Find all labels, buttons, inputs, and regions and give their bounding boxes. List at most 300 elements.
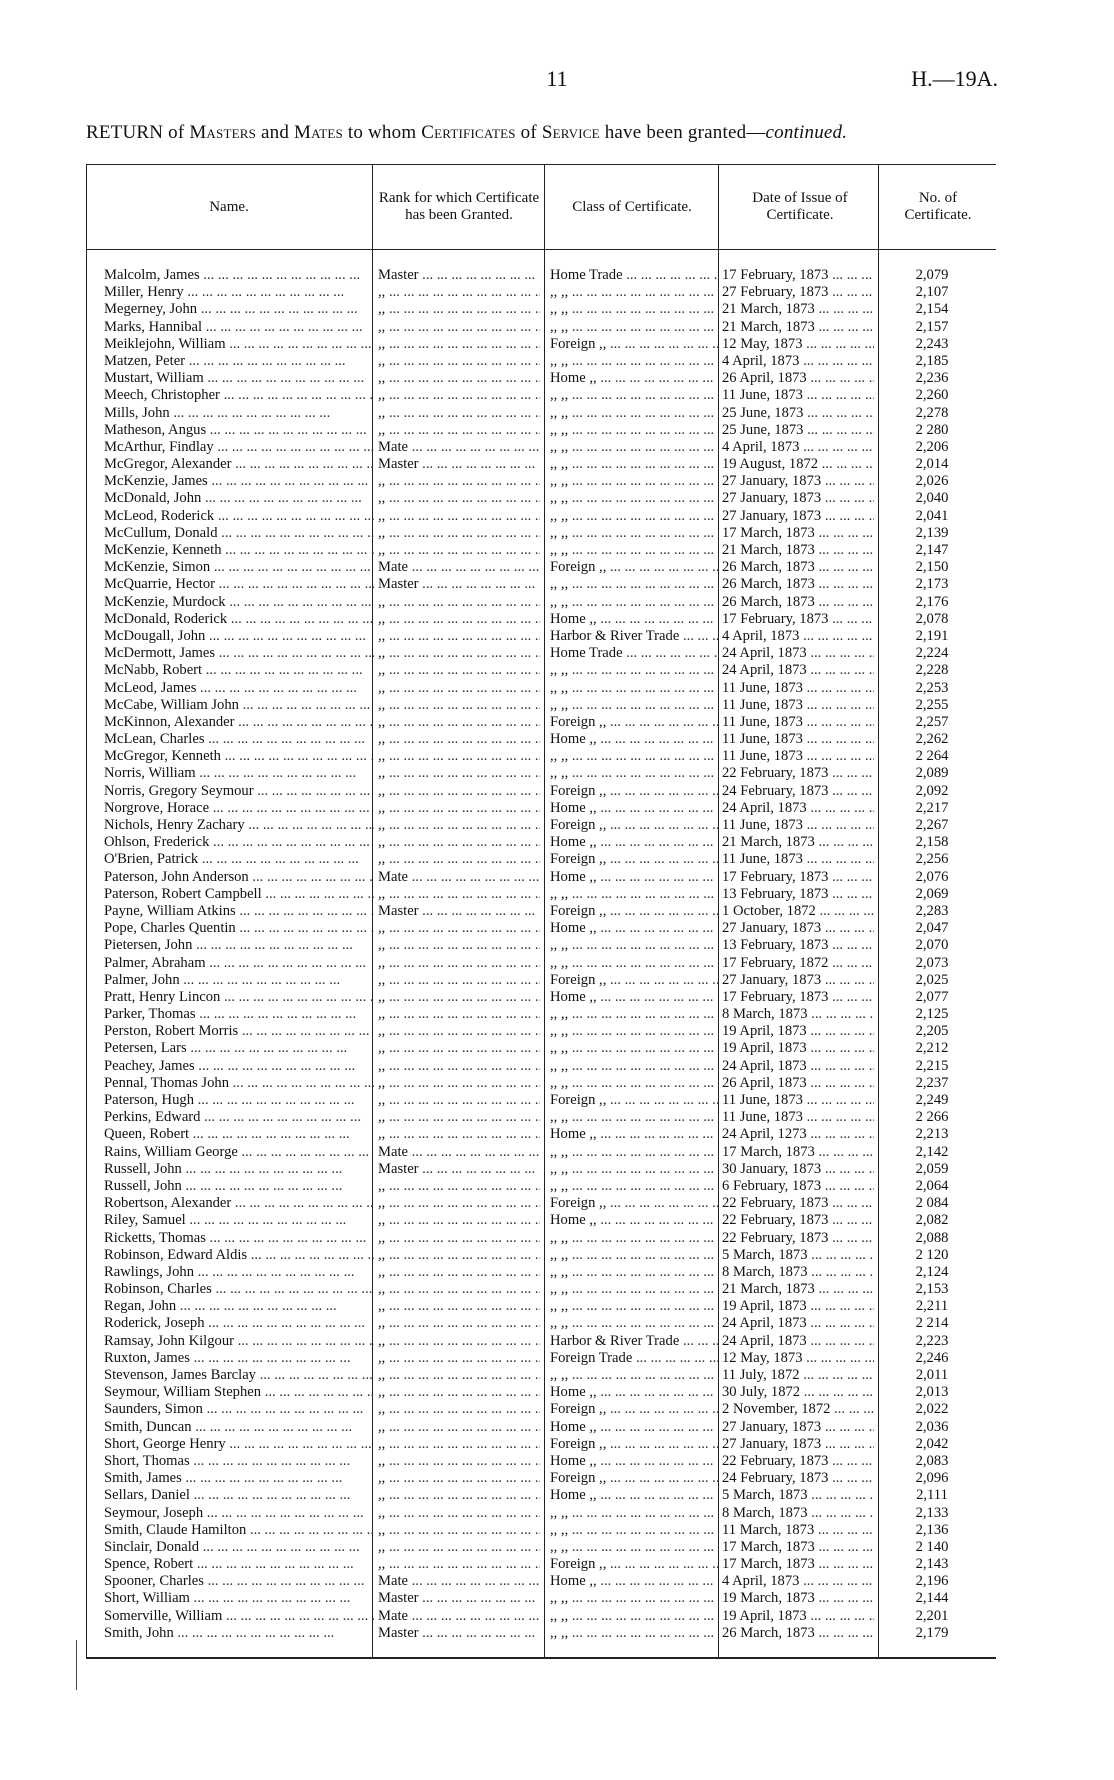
cell-class: Foreign ,, ... . (550, 336, 718, 353)
cell-number: 2,255 (915, 696, 949, 713)
cell-rank: Master ... . (378, 1590, 540, 1607)
cell-number: 2,185 (915, 352, 949, 369)
cell-number: 2,025 (915, 971, 949, 988)
cell-rank: ,, ... . (378, 783, 540, 800)
cell-rank: ,, ... . (378, 1522, 540, 1539)
cell-name: Robinson, Charles ... . (104, 1281, 374, 1298)
cell-number: 2,069 (915, 885, 949, 902)
cell-class: Home ,, ... . (550, 1453, 718, 1470)
cell-number: 2,176 (915, 593, 949, 610)
cell-name: Smith, John ... . (104, 1625, 374, 1642)
caption-service: Service (541, 122, 600, 143)
cell-class: ,, ,, ... . (550, 1539, 718, 1556)
cell-name: Norgrove, Horace ... . (104, 800, 374, 817)
cell-number: 2,059 (915, 1160, 949, 1177)
cell-date: 22 February, 1873 ... . (722, 765, 874, 782)
cell-number: 2,064 (915, 1177, 949, 1194)
cell-rank: ,, ... . (378, 817, 540, 834)
table-caption (86, 122, 847, 144)
cell-name: McLean, Charles ... . (104, 731, 374, 748)
cell-number: 2,096 (915, 1470, 949, 1487)
cell-rank: ,, ... . (378, 284, 540, 301)
cell-name: McQuarrie, Hector ... . (104, 576, 374, 593)
cell-name: Ramsay, John Kilgour ... . (104, 1333, 374, 1350)
cell-date: 24 April, 1873 ... . (722, 645, 874, 662)
cell-class: ,, ,, ... . (550, 1109, 718, 1126)
cell-date: 17 February, 1873 ... . (722, 611, 874, 628)
cell-date: 13 February, 1873 ... . (722, 937, 874, 954)
cell-rank: ,, ... . (378, 319, 540, 336)
certificates-table (86, 164, 996, 1659)
cell-class: Foreign ,, ... . (550, 817, 718, 834)
cell-rank: ,, ... . (378, 800, 540, 817)
cell-date: 12 May, 1873 ... . (722, 336, 874, 353)
cell-name: Palmer, John ... . (104, 972, 374, 989)
cell-date: 11 March, 1873 ... . (722, 1522, 874, 1539)
table-row (86, 1608, 996, 1625)
cell-number: 2,154 (915, 301, 949, 318)
cell-class: ,, ,, ... . (550, 1315, 718, 1332)
table-row (86, 267, 996, 284)
cell-date: 27 January, 1873 ... . (722, 490, 874, 507)
cell-class: ,, ,, ... . (550, 765, 718, 782)
cell-date: 8 March, 1873 ... . (722, 1006, 874, 1023)
cell-rank: ,, ... . (378, 542, 540, 559)
cell-number: 2,092 (915, 782, 949, 799)
cell-class: ,, ,, ... . (550, 456, 718, 473)
cell-rank: ,, ... . (378, 301, 540, 318)
table-row (86, 903, 996, 920)
table-row (86, 1315, 996, 1332)
cell-number: 2,256 (915, 851, 949, 868)
cell-name: Ricketts, Thomas ... . (104, 1230, 374, 1247)
table-row (86, 920, 996, 937)
cell-number: 2,278 (915, 404, 949, 421)
column-header-number: No. of Certificate. (904, 190, 972, 223)
cell-name: McNabb, Robert ... . (104, 662, 374, 679)
cell-rank: Master ... . (378, 903, 540, 920)
cell-class: Home Trade ... . (550, 645, 718, 662)
cell-number: 2,111 (916, 1487, 948, 1504)
cell-rank: ,, ... . (378, 765, 540, 782)
cell-name: McKenzie, Kenneth ... . (104, 542, 374, 559)
table-row (86, 525, 996, 542)
cell-class: ,, ,, ... . (550, 1006, 718, 1023)
cell-date: 11 July, 1872 ... . (722, 1367, 874, 1384)
table-row (86, 1109, 996, 1126)
cell-date: 4 April, 1873 ... . (722, 628, 874, 645)
cell-date: 24 April, 1873 ... . (722, 800, 874, 817)
cell-number: 2,082 (915, 1212, 949, 1229)
cell-class: Foreign ,, ... . (550, 1195, 718, 1212)
cell-number: 2,237 (915, 1074, 949, 1091)
cell-number: 2 266 (915, 1109, 949, 1126)
cell-number: 2,077 (915, 988, 949, 1005)
cell-name: Robertson, Alexander ... . (104, 1195, 374, 1212)
cell-date: 5 March, 1873 ... . (722, 1487, 874, 1504)
table-row (86, 1470, 996, 1487)
table-row (86, 1247, 996, 1264)
cell-name: Matzen, Peter ... . (104, 353, 374, 370)
cell-number: 2,143 (915, 1556, 949, 1573)
cell-date: 11 June, 1873 ... . (722, 817, 874, 834)
cell-name: Saunders, Simon ... . (104, 1401, 374, 1418)
cell-class: ,, ,, ... . (550, 542, 718, 559)
table-row (86, 628, 996, 645)
cell-number: 2 084 (915, 1195, 949, 1212)
cell-name: Short, George Henry ... . (104, 1436, 374, 1453)
cell-name: Perston, Robert Morris ... . (104, 1023, 374, 1040)
cell-class: ,, ,, ... . (550, 1608, 718, 1625)
cell-date: 26 March, 1873 ... . (722, 576, 874, 593)
cell-number: 2,139 (915, 524, 949, 541)
cell-name: Norris, Gregory Seymour ... . (104, 783, 374, 800)
cell-date: 22 February, 1873 ... . (722, 1453, 874, 1470)
cell-class: ,, ,, ... . (550, 422, 718, 439)
cell-rank: ,, ... . (378, 353, 540, 370)
cell-class: ,, ,, ... . (550, 1281, 718, 1298)
cell-name: Roderick, Joseph ... . (104, 1315, 374, 1332)
cell-number: 2,153 (915, 1281, 949, 1298)
table-row (86, 490, 996, 507)
table-row (86, 1505, 996, 1522)
table-row (86, 1075, 996, 1092)
cell-rank: ,, ... . (378, 1384, 540, 1401)
table-row (86, 319, 996, 336)
cell-class: ,, ,, ... . (550, 1144, 718, 1161)
table-row (86, 1264, 996, 1281)
cell-class: Foreign ,, ... . (550, 1401, 718, 1418)
cell-name: Matheson, Angus ... . (104, 422, 374, 439)
cell-date: 22 February, 1873 ... . (722, 1212, 874, 1229)
cell-rank: ,, ... . (378, 1109, 540, 1126)
table-row (86, 1195, 996, 1212)
cell-name: Russell, John ... . (104, 1161, 374, 1178)
cell-name: McGregor, Kenneth ... . (104, 748, 374, 765)
cell-rank: ,, ... . (378, 851, 540, 868)
cell-date: 30 January, 1873 ... . (722, 1161, 874, 1178)
cell-rank: ,, ... . (378, 1195, 540, 1212)
table-row (86, 1419, 996, 1436)
cell-rank: ,, ... . (378, 611, 540, 628)
table-row (86, 989, 996, 1006)
cell-class: ,, ,, ... . (550, 1040, 718, 1057)
cell-number: 2,213 (915, 1126, 949, 1143)
table-row (86, 1539, 996, 1556)
cell-date: 27 January, 1873 ... . (722, 972, 874, 989)
cell-rank: Mate ... . (378, 439, 540, 456)
table-row (86, 1281, 996, 1298)
table-row (86, 1023, 996, 1040)
cell-class: ,, ,, ... . (550, 576, 718, 593)
cell-rank: ,, ... . (378, 1006, 540, 1023)
cell-name: Robinson, Edward Aldis ... . (104, 1247, 374, 1264)
cell-rank: ,, ... . (378, 1419, 540, 1436)
cell-rank: Mate ... . (378, 559, 540, 576)
cell-date: 19 March, 1873 ... . (722, 1590, 874, 1607)
cell-date: 11 June, 1873 ... . (722, 680, 874, 697)
cell-class: ,, ,, ... . (550, 284, 718, 301)
cell-name: Somerville, William ... . (104, 1608, 374, 1625)
cell-number: 2,022 (915, 1401, 949, 1418)
table-row (86, 697, 996, 714)
cell-number: 2,125 (915, 1006, 949, 1023)
cell-date: 26 March, 1873 ... . (722, 1625, 874, 1642)
cell-class: ,, ,, ... . (550, 594, 718, 611)
cell-date: 27 January, 1873 ... . (722, 508, 874, 525)
cell-number: 2,144 (915, 1590, 949, 1607)
cell-number: 2,076 (915, 868, 949, 885)
cell-number: 2,224 (915, 645, 949, 662)
cell-rank: Master ... . (378, 267, 540, 284)
caption-part1: RETURN of (86, 122, 190, 143)
cell-number: 2,243 (915, 335, 949, 352)
table-row (86, 473, 996, 490)
cell-class: ,, ,, ... . (550, 301, 718, 318)
cell-rank: ,, ... . (378, 645, 540, 662)
cell-number: 2,236 (915, 370, 949, 387)
cell-date: 19 August, 1872 ... . (722, 456, 874, 473)
cell-date: 11 June, 1873 ... . (722, 1092, 874, 1109)
cell-number: 2,070 (915, 937, 949, 954)
cell-name: Pratt, Henry Lincon ... . (104, 989, 374, 1006)
cell-class: Foreign ,, ... . (550, 783, 718, 800)
cell-name: Mustart, William ... . (104, 370, 374, 387)
table-row (86, 645, 996, 662)
table-row (86, 1436, 996, 1453)
cell-class: ,, ,, ... . (550, 1247, 718, 1264)
cell-number: 2,246 (915, 1349, 949, 1366)
cell-name: Pope, Charles Quentin ... . (104, 920, 374, 937)
table-row (86, 370, 996, 387)
cell-name: Paterson, Robert Campbell ... . (104, 886, 374, 903)
cell-date: 25 June, 1873 ... . (722, 422, 874, 439)
cell-name: Sellars, Daniel ... . (104, 1487, 374, 1504)
cell-class: ,, ,, ... . (550, 439, 718, 456)
table-row (86, 869, 996, 886)
cell-class: ,, ,, ... . (550, 508, 718, 525)
cell-date: 11 June, 1873 ... . (722, 697, 874, 714)
cell-class: Foreign ,, ... . (550, 1092, 718, 1109)
cell-date: 21 March, 1873 ... . (722, 542, 874, 559)
cell-class: Foreign ,, ... . (550, 714, 718, 731)
cell-class: ,, ,, ... . (550, 1075, 718, 1092)
cell-rank: ,, ... . (378, 1212, 540, 1229)
table-row (86, 731, 996, 748)
cell-number: 2,042 (915, 1435, 949, 1452)
cell-name: Queen, Robert ... . (104, 1126, 374, 1143)
table-row (86, 748, 996, 765)
cell-date: 8 March, 1873 ... . (722, 1264, 874, 1281)
cell-name: McKenzie, Murdock ... . (104, 594, 374, 611)
table-row (86, 1178, 996, 1195)
cell-rank: ,, ... . (378, 490, 540, 507)
cell-number: 2,133 (915, 1504, 949, 1521)
table-row (86, 765, 996, 782)
cell-number: 2,107 (915, 284, 949, 301)
table-row (86, 1522, 996, 1539)
cell-name: McDougall, John ... . (104, 628, 374, 645)
cell-number: 2,136 (915, 1521, 949, 1538)
cell-date: 26 April, 1873 ... . (722, 1075, 874, 1092)
cell-class: ,, ,, ... . (550, 680, 718, 697)
cell-rank: Master ... . (378, 576, 540, 593)
table-row (86, 1006, 996, 1023)
cell-class: ,, ,, ... . (550, 955, 718, 972)
cell-number: 2,150 (915, 559, 949, 576)
table-row (86, 714, 996, 731)
cell-date: 26 April, 1873 ... . (722, 370, 874, 387)
cell-rank: ,, ... . (378, 748, 540, 765)
cell-name: Meech, Christopher ... . (104, 387, 374, 404)
column-header-rank: Rank for which Certificate has been Granted. (378, 190, 540, 223)
cell-rank: ,, ... . (378, 920, 540, 937)
cell-number: 2 264 (915, 748, 949, 765)
cell-rank: ,, ... . (378, 1023, 540, 1040)
cell-date: 19 April, 1873 ... . (722, 1298, 874, 1315)
cell-rank: ,, ... . (378, 1315, 540, 1332)
table-row (86, 834, 996, 851)
table-row (86, 680, 996, 697)
table-row (86, 422, 996, 439)
cell-date: 21 March, 1873 ... . (722, 301, 874, 318)
table-row (86, 508, 996, 525)
cell-date: 5 March, 1873 ... . (722, 1247, 874, 1264)
cell-class: Foreign ,, ... . (550, 1470, 718, 1487)
cell-number: 2,267 (915, 817, 949, 833)
table-row (86, 594, 996, 611)
cell-date: 1 October, 1872 ... . (722, 903, 874, 920)
cell-rank: ,, ... . (378, 731, 540, 748)
cell-date: 24 February, 1873 ... . (722, 1470, 874, 1487)
cell-rank: ,, ... . (378, 1264, 540, 1281)
cell-number: 2,257 (915, 713, 949, 730)
cell-number: 2,026 (915, 473, 949, 490)
cell-name: Seymour, Joseph ... . (104, 1505, 374, 1522)
cell-name: Rawlings, John ... . (104, 1264, 374, 1281)
cell-date: 24 April, 1873 ... . (722, 1315, 874, 1332)
cell-date: 11 June, 1873 ... . (722, 714, 874, 731)
cell-rank: ,, ... . (378, 508, 540, 525)
margin-rule (76, 1640, 77, 1690)
cell-date: 17 March, 1873 ... . (722, 1539, 874, 1556)
table-row (86, 336, 996, 353)
cell-class: Home Trade ... . (550, 267, 718, 284)
cell-rank: ,, ... . (378, 1092, 540, 1109)
cell-name: Smith, James ... . (104, 1470, 374, 1487)
table-row (86, 284, 996, 301)
table-row (86, 1401, 996, 1418)
cell-class: ,, ,, ... . (550, 748, 718, 765)
cell-date: 8 March, 1873 ... . (722, 1505, 874, 1522)
cell-name: Malcolm, James ... . (104, 267, 374, 284)
cell-name: Short, Thomas ... . (104, 1453, 374, 1470)
cell-number: 2,211 (915, 1298, 949, 1315)
cell-date: 4 April, 1873 ... . (722, 1573, 874, 1590)
cell-class: Home ,, ... . (550, 869, 718, 886)
cell-date: 13 February, 1873 ... . (722, 886, 874, 903)
cell-date: 27 January, 1873 ... . (722, 1436, 874, 1453)
cell-date: 24 April, 1873 ... . (722, 1058, 874, 1075)
table-row (86, 611, 996, 628)
cell-class: Harbor & River Trade ... . (550, 1333, 718, 1350)
cell-class: ,, ,, ... . (550, 1590, 718, 1607)
table-row (86, 886, 996, 903)
cell-name: Marks, Hannibal ... . (104, 319, 374, 336)
cell-date: 11 June, 1873 ... . (722, 387, 874, 404)
cell-name: McArthur, Findlay ... . (104, 439, 374, 456)
cell-class: Home ,, ... . (550, 611, 718, 628)
cell-rank: ,, ... . (378, 525, 540, 542)
table-row (86, 1487, 996, 1504)
cell-class: Home ,, ... . (550, 1384, 718, 1401)
cell-rank: ,, ... . (378, 628, 540, 645)
cell-number: 2,253 (915, 679, 949, 696)
cell-rank: Master ... . (378, 1161, 540, 1178)
cell-name: McDonald, Roderick ... . (104, 611, 374, 628)
cell-number: 2,179 (915, 1624, 949, 1641)
table-row (86, 1573, 996, 1590)
cell-class: ,, ,, ... . (550, 1367, 718, 1384)
cell-date: 17 March, 1873 ... . (722, 525, 874, 542)
table-row (86, 1590, 996, 1607)
cell-number: 2,212 (915, 1040, 949, 1057)
cell-date: 19 April, 1873 ... . (722, 1040, 874, 1057)
column-header-class: Class of Certificate. (572, 198, 692, 215)
cell-name: O'Brien, Patrick ... . (104, 851, 374, 868)
cell-number: 2,078 (915, 610, 949, 627)
cell-number: 2,260 (915, 387, 949, 404)
cell-number: 2,147 (915, 542, 949, 558)
cell-date: 24 February, 1873 ... . (722, 783, 874, 800)
cell-name: Spence, Robert ... . (104, 1556, 374, 1573)
cell-name: Norris, William ... . (104, 765, 374, 782)
cell-number: 2,013 (915, 1384, 949, 1401)
cell-name: Stevenson, James Barclay ... . (104, 1367, 374, 1384)
cell-number: 2,157 (915, 318, 949, 335)
cell-number: 2,158 (915, 834, 949, 851)
table-row (86, 456, 996, 473)
table-row (86, 1092, 996, 1109)
cell-date: 21 March, 1873 ... . (722, 834, 874, 851)
cell-rank: ,, ... . (378, 1401, 540, 1418)
cell-rank: ,, ... . (378, 1075, 540, 1092)
table-row (86, 1384, 996, 1401)
cell-name: Short, William ... . (104, 1590, 374, 1607)
cell-class: Foreign ,, ... . (550, 1556, 718, 1573)
cell-date: 19 April, 1873 ... . (722, 1023, 874, 1040)
cell-number: 2,262 (915, 731, 949, 748)
caption-of: of (515, 122, 542, 143)
caption-and: and (256, 122, 294, 143)
cell-number: 2,073 (915, 954, 949, 971)
cell-class: ,, ,, ... . (550, 473, 718, 490)
cell-name: Paterson, John Anderson ... . (104, 869, 374, 886)
table-row (86, 972, 996, 989)
cell-name: McKenzie, Simon ... . (104, 559, 374, 576)
cell-rank: ,, ... . (378, 336, 540, 353)
header-rule (86, 249, 996, 250)
cell-rank: ,, ... . (378, 1333, 540, 1350)
caption-continued: continued. (765, 122, 848, 143)
cell-name: McKinnon, Alexander ... . (104, 714, 374, 731)
cell-rank: ,, ... . (378, 370, 540, 387)
cell-class: ,, ,, ... . (550, 662, 718, 679)
page-number: 11 (546, 66, 568, 91)
cell-rank: ,, ... . (378, 1058, 540, 1075)
caption-certificates: Certificates (421, 122, 516, 143)
cell-name: Payne, William Atkins ... . (104, 903, 374, 920)
